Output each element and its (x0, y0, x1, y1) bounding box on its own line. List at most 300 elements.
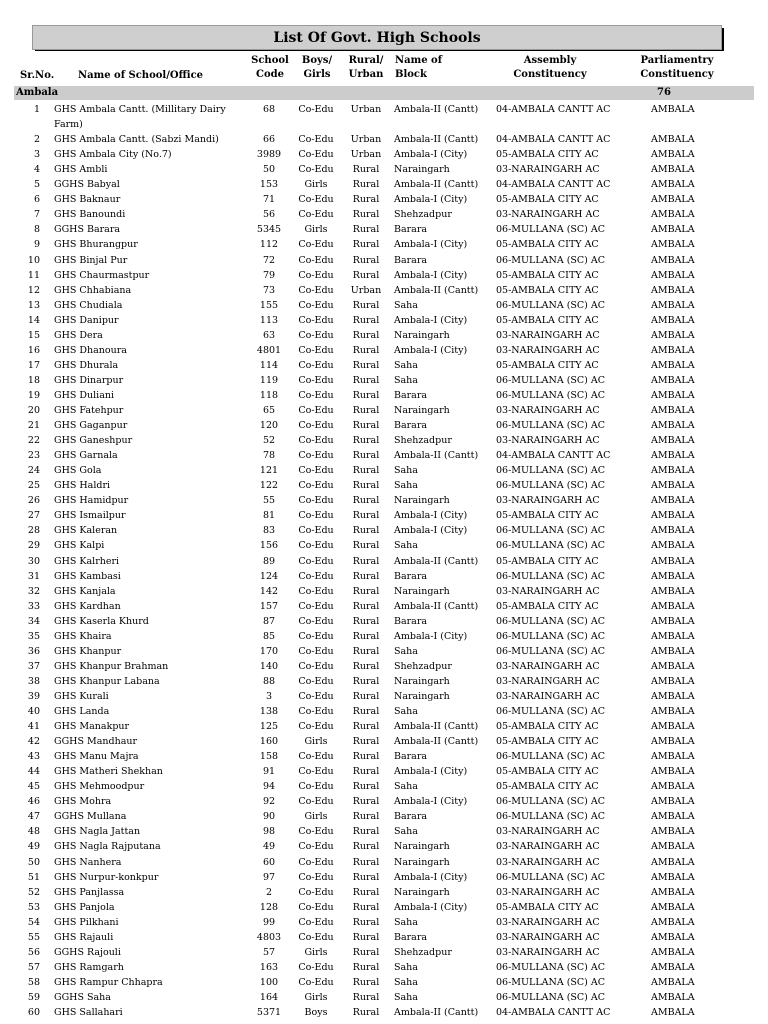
school-name-cell: GHS Kaserla Khurd (54, 615, 149, 627)
boys-girls-cell: Co-Edu (298, 781, 334, 793)
parliament-cell: AMBALA (651, 675, 695, 687)
assembly-cell: 05-AMBALA CITY AC (496, 149, 599, 161)
block-cell: Shehzadpur (394, 435, 452, 447)
boys-girls-cell: Co-Edu (298, 615, 334, 627)
school-name-cell: GHS Nurpur-konkpur (54, 871, 159, 883)
table-row (0, 719, 768, 734)
rural-urban-cell: Rural (352, 450, 380, 462)
sr-no-cell: 42 (27, 736, 40, 748)
school-code-cell: 97 (262, 871, 276, 883)
block-cell: Naraingarh (394, 856, 450, 868)
rural-urban-cell: Rural (352, 239, 380, 251)
parliament-cell: AMBALA (651, 525, 695, 537)
boys-girls-cell: Girls (304, 736, 328, 748)
table-row (0, 448, 768, 463)
boys-girls-cell: Co-Edu (298, 540, 334, 552)
assembly-cell: 06-MULLANA (SC) AC (496, 570, 606, 582)
sr-no-cell: 58 (27, 976, 40, 988)
block-cell: Barara (394, 224, 428, 236)
boys-girls-cell: Co-Edu (298, 209, 334, 221)
school-name-cell: GHS Manu Majra (54, 751, 139, 763)
school-name-cell: GHS Khanpur Labana (54, 675, 160, 687)
school-code-cell: 78 (262, 450, 276, 462)
block-cell: Ambala-II (Cantt) (394, 721, 479, 733)
school-code-cell: 153 (259, 179, 279, 191)
rural-urban-cell: Rural (352, 585, 380, 597)
parliament-cell: AMBALA (651, 901, 695, 913)
school-code-cell: 98 (262, 826, 276, 838)
sr-no-cell: 41 (27, 721, 40, 733)
block-cell: Naraingarh (394, 405, 450, 416)
boys-girls-cell: Co-Edu (298, 374, 334, 386)
boys-girls-cell: Co-Edu (298, 871, 334, 883)
school-code-cell: 160 (259, 736, 279, 748)
assembly-cell: 03-NARAINGARH AC (496, 495, 600, 507)
boys-girls-cell: Co-Edu (298, 856, 334, 868)
school-code-cell: 112 (259, 239, 279, 251)
sr-no-cell: 44 (27, 766, 40, 778)
block-cell: Saha (394, 465, 418, 477)
rural-urban-cell: Rural (352, 209, 380, 221)
table-row (0, 855, 768, 870)
rural-urban-cell: Rural (352, 480, 380, 492)
boys-girls-cell: Co-Edu (298, 585, 334, 597)
rural-urban-cell: Rural (352, 856, 380, 868)
table-row (0, 915, 768, 930)
rural-urban-cell: Rural (352, 751, 380, 763)
sr-no-cell: 37 (27, 660, 40, 672)
school-name-cell: GHS Danipur (54, 314, 119, 326)
school-name-cell: GHS Sallahari (54, 1007, 123, 1018)
sr-no-cell: 33 (27, 600, 40, 612)
school-code-cell: 50 (262, 164, 276, 176)
block-cell: Ambala-II (Cantt) (394, 1007, 479, 1018)
school-name-cell: GHS Pilkhani (54, 916, 119, 928)
school-code-cell: 73 (262, 284, 276, 296)
school-code-cell: 52 (262, 435, 276, 447)
sr-no-cell: 45 (27, 781, 40, 793)
parliament-cell: AMBALA (651, 555, 695, 567)
school-name-cell: GHS Dera (54, 329, 103, 341)
assembly-cell: 06-MULLANA (SC) AC (496, 389, 606, 401)
school-code-cell: 113 (259, 314, 279, 326)
table-row (0, 253, 768, 268)
assembly-cell: 06-MULLANA (SC) AC (496, 976, 606, 988)
block-cell: Naraingarh (394, 690, 450, 702)
rural-urban-cell: Rural (352, 976, 380, 988)
block-cell: Shehzadpur (394, 209, 452, 221)
school-code-cell: 99 (262, 916, 276, 928)
table-row (0, 1005, 768, 1020)
parliament-cell: AMBALA (651, 751, 695, 763)
sr-no-cell: 40 (27, 706, 40, 717)
table-row (0, 614, 768, 629)
boys-girls-cell: Co-Edu (298, 570, 334, 582)
school-name-cell: GGHS Saha (54, 991, 111, 1003)
block-cell: Ambala-I (City) (394, 766, 468, 778)
sr-no-cell: 60 (27, 1007, 40, 1018)
block-cell: Saha (394, 299, 418, 311)
school-name-cell: GHS Ambala Cantt. (Sabzi Mandi) (54, 134, 219, 146)
parliament-cell: AMBALA (651, 856, 695, 868)
school-code-cell: 120 (259, 420, 279, 432)
sr-no-cell: 59 (27, 991, 40, 1003)
school-name-cell: GHS Dhanoura (54, 344, 127, 356)
block-cell: Naraingarh (394, 675, 450, 687)
table-row (0, 177, 768, 192)
header-rural-urban-line2: Urban (348, 69, 384, 80)
block-cell: Saha (394, 961, 418, 973)
boys-girls-cell: Co-Edu (298, 841, 334, 853)
school-name-cell: GHS Kaleran (54, 525, 118, 537)
rural-urban-cell: Rural (352, 495, 380, 507)
assembly-cell: 06-MULLANA (SC) AC (496, 811, 606, 823)
table-row (0, 102, 768, 117)
school-code-cell: 81 (262, 510, 276, 522)
sr-no-cell: 27 (27, 510, 40, 522)
boys-girls-cell: Co-Edu (298, 194, 334, 206)
table-row (0, 945, 768, 960)
block-cell: Ambala-II (Cantt) (394, 134, 479, 146)
block-cell: Ambala-I (City) (394, 239, 468, 251)
assembly-cell: 06-MULLANA (SC) AC (496, 480, 606, 492)
rural-urban-cell: Urban (350, 104, 382, 115)
boys-girls-cell: Co-Edu (298, 886, 334, 898)
boys-girls-cell: Co-Edu (298, 495, 334, 507)
parliament-cell: AMBALA (651, 991, 695, 1003)
assembly-cell: 03-NARAINGARH AC (496, 946, 600, 958)
assembly-cell: 05-AMBALA CITY AC (496, 736, 599, 748)
rural-urban-cell: Rural (352, 916, 380, 928)
block-cell: Ambala-I (City) (394, 871, 468, 883)
school-name-cell: GHS Rampur Chhapra (54, 976, 163, 988)
sr-no-cell: 25 (27, 480, 40, 492)
school-name-cell: GHS Ramgarh (54, 961, 124, 973)
header-rural-urban (344, 54, 388, 82)
boys-girls-cell: Co-Edu (298, 104, 334, 115)
block-cell: Saha (394, 645, 418, 657)
parliament-cell: AMBALA (651, 1007, 695, 1018)
header-parliament (636, 54, 718, 82)
sr-no-cell: 12 (27, 284, 40, 296)
table-row (0, 749, 768, 764)
boys-girls-cell: Co-Edu (298, 239, 334, 251)
parliament-cell: AMBALA (651, 766, 695, 778)
rural-urban-cell: Rural (352, 991, 380, 1003)
parliament-cell: AMBALA (651, 826, 695, 838)
sr-no-cell: 55 (27, 931, 40, 943)
header-school-code-line1: School (251, 55, 289, 66)
rural-urban-cell: Rural (352, 736, 380, 748)
parliament-cell: AMBALA (651, 721, 695, 733)
school-code-cell: 155 (259, 299, 279, 311)
parliament-cell: AMBALA (651, 194, 695, 206)
header-school-name: Name of School/Office (78, 70, 204, 81)
parliament-cell: AMBALA (651, 796, 695, 808)
school-code-cell: 125 (259, 721, 279, 733)
table-row (0, 779, 768, 794)
sr-no-cell: 48 (27, 826, 40, 838)
assembly-cell: 03-NARAINGARH AC (496, 675, 600, 687)
parliament-cell: AMBALA (651, 630, 695, 642)
school-code-cell: 3 (265, 690, 273, 702)
rural-urban-cell: Rural (352, 706, 380, 717)
sr-no-cell: 38 (27, 675, 40, 687)
block-cell: Naraingarh (394, 585, 450, 597)
table-row (0, 809, 768, 824)
block-cell: Ambala-I (City) (394, 314, 468, 326)
rural-urban-cell: Rural (352, 555, 380, 567)
block-cell: Barara (394, 811, 428, 823)
rural-urban-cell: Urban (350, 284, 382, 296)
assembly-cell: 03-NARAINGARH AC (496, 435, 600, 447)
school-name-cell: GHS Khanpur (54, 645, 122, 657)
parliament-cell: AMBALA (651, 811, 695, 823)
rural-urban-cell: Rural (352, 630, 380, 642)
school-code-cell: 100 (259, 976, 279, 988)
assembly-cell: 04-AMBALA CANTT AC (496, 179, 611, 191)
sr-no-cell: 1 (33, 104, 40, 115)
school-name-cell: Farm) (54, 119, 83, 131)
rural-urban-cell: Rural (352, 946, 380, 958)
table-row (0, 674, 768, 689)
parliament-cell: AMBALA (651, 600, 695, 612)
rural-urban-cell: Rural (352, 645, 380, 657)
boys-girls-cell: Co-Edu (298, 164, 334, 176)
boys-girls-cell: Co-Edu (298, 751, 334, 763)
rural-urban-cell: Rural (352, 871, 380, 883)
parliament-cell: AMBALA (651, 284, 695, 296)
school-name-cell: GHS Panjola (54, 901, 115, 913)
sr-no-cell: 22 (27, 435, 40, 447)
school-code-cell: 124 (259, 570, 279, 582)
table-row (0, 268, 768, 283)
rural-urban-cell: Rural (352, 540, 380, 552)
school-name-cell: GHS Kardhan (54, 600, 121, 612)
sr-no-cell: 52 (27, 886, 40, 898)
boys-girls-cell: Co-Edu (298, 254, 334, 266)
assembly-cell: 03-NARAINGARH AC (496, 660, 600, 672)
boys-girls-cell: Co-Edu (298, 931, 334, 943)
boys-girls-cell: Co-Edu (298, 796, 334, 808)
parliament-cell: AMBALA (651, 480, 695, 492)
table-row (0, 313, 768, 328)
block-cell: Shehzadpur (394, 946, 452, 958)
table-row (0, 358, 768, 373)
boys-girls-cell: Boys (304, 1007, 328, 1018)
assembly-cell: 06-MULLANA (SC) AC (496, 525, 606, 537)
school-code-cell: 89 (262, 555, 276, 567)
table-row (0, 584, 768, 599)
rural-urban-cell: Rural (352, 164, 380, 176)
block-cell: Ambala-I (City) (394, 149, 468, 161)
sr-no-cell: 35 (27, 630, 40, 642)
block-cell: Saha (394, 991, 418, 1003)
table-row (0, 523, 768, 538)
rural-urban-cell: Rural (352, 420, 380, 432)
block-cell: Shehzadpur (394, 660, 452, 672)
parliament-cell: AMBALA (651, 931, 695, 943)
parliament-cell: AMBALA (651, 450, 695, 462)
rural-urban-cell: Rural (352, 435, 380, 447)
table-row (0, 147, 768, 162)
rural-urban-cell: Rural (352, 344, 380, 356)
header-assembly-line2: Constituency (513, 69, 587, 80)
parliament-cell: AMBALA (651, 976, 695, 988)
school-name-cell: GGHS Barara (54, 224, 121, 236)
rural-urban-cell: Rural (352, 675, 380, 687)
header-rural-urban-line1: Rural/ (348, 55, 384, 66)
assembly-cell: 05-AMBALA CITY AC (496, 314, 599, 326)
school-code-cell: 85 (262, 630, 276, 642)
boys-girls-cell: Co-Edu (298, 359, 334, 371)
header-assembly-line1: Assembly (523, 55, 577, 66)
parliament-cell: AMBALA (651, 269, 695, 281)
rural-urban-cell: Rural (352, 314, 380, 326)
school-code-cell: 49 (262, 841, 276, 853)
sr-no-cell: 49 (27, 841, 40, 853)
table-row (0, 117, 768, 132)
header-parliament-line1: Parliamentry (640, 55, 714, 66)
school-code-cell: 118 (259, 389, 279, 401)
boys-girls-cell: Co-Edu (298, 480, 334, 492)
boys-girls-cell: Co-Edu (298, 344, 334, 356)
assembly-cell: 06-MULLANA (SC) AC (496, 224, 606, 236)
school-code-cell: 55 (262, 495, 276, 507)
block-cell: Ambala-I (City) (394, 630, 468, 642)
table-row (0, 659, 768, 674)
rural-urban-cell: Rural (352, 766, 380, 778)
school-code-cell: 65 (262, 405, 276, 416)
table-row (0, 870, 768, 885)
block-cell: Ambala-I (City) (394, 194, 468, 206)
parliament-cell: AMBALA (651, 239, 695, 251)
sr-no-cell: 5 (33, 179, 40, 191)
assembly-cell: 06-MULLANA (SC) AC (496, 991, 606, 1003)
school-name-cell: GGHS Mullana (54, 811, 127, 823)
assembly-cell: 06-MULLANA (SC) AC (496, 254, 606, 266)
table-row (0, 283, 768, 298)
table-row (0, 207, 768, 222)
boys-girls-cell: Co-Edu (298, 766, 334, 778)
boys-girls-cell: Co-Edu (298, 299, 334, 311)
header-assembly (500, 54, 600, 82)
rural-urban-cell: Rural (352, 570, 380, 582)
boys-girls-cell: Girls (304, 946, 328, 958)
table-row (0, 343, 768, 358)
school-name-cell: GHS Chhabiana (54, 284, 132, 296)
school-name-cell: GHS Fatehpur (54, 405, 124, 416)
parliament-cell: AMBALA (651, 209, 695, 221)
sr-no-cell: 50 (27, 856, 40, 868)
boys-girls-cell: Girls (304, 811, 328, 823)
boys-girls-cell: Co-Edu (298, 916, 334, 928)
rural-urban-cell: Rural (352, 254, 380, 266)
assembly-cell: 06-MULLANA (SC) AC (496, 645, 606, 657)
boys-girls-cell: Co-Edu (298, 690, 334, 702)
table-row (0, 162, 768, 177)
school-name-cell: GHS Dinarpur (54, 374, 124, 386)
school-name-cell: GHS Duliani (54, 389, 115, 401)
boys-girls-cell: Co-Edu (298, 149, 334, 161)
title-block (32, 25, 724, 51)
school-code-cell: 140 (259, 660, 279, 672)
boys-girls-cell: Co-Edu (298, 600, 334, 612)
assembly-cell: 06-MULLANA (SC) AC (496, 871, 606, 883)
school-name-cell: GHS Ganeshpur (54, 435, 133, 447)
district-name: Ambala (16, 87, 59, 98)
school-name-cell: GHS Nagla Rajputana (54, 841, 161, 853)
school-name-cell: GHS Kalpi (54, 540, 105, 552)
assembly-cell: 03-NARAINGARH AC (496, 344, 600, 356)
boys-girls-cell: Co-Edu (298, 645, 334, 657)
school-name-cell: GHS Ambli (54, 164, 108, 176)
school-name-cell: GHS Baknaur (54, 194, 121, 206)
rural-urban-cell: Rural (352, 405, 380, 416)
block-cell: Saha (394, 480, 418, 492)
block-cell: Saha (394, 976, 418, 988)
school-name-cell: GHS Ambala City (No.7) (54, 149, 172, 161)
school-name-cell: GHS Khanpur Brahman (54, 660, 169, 672)
table-row (0, 508, 768, 523)
block-cell: Ambala-I (City) (394, 269, 468, 281)
assembly-cell: 03-NARAINGARH AC (496, 916, 600, 928)
table-row (0, 538, 768, 553)
table-row (0, 975, 768, 990)
school-name-cell: GGHS Babyal (54, 179, 120, 191)
boys-girls-cell: Co-Edu (298, 405, 334, 416)
block-cell: Naraingarh (394, 329, 450, 341)
school-name-cell: GGHS Rajouli (54, 946, 121, 958)
table-row (0, 418, 768, 433)
rural-urban-cell: Rural (352, 359, 380, 371)
block-cell: Saha (394, 916, 418, 928)
school-code-cell: 158 (259, 751, 279, 763)
header-boys-girls-line1: Boys/ (301, 55, 333, 66)
block-cell: Ambala-I (City) (394, 796, 468, 808)
table-row (0, 463, 768, 478)
block-cell: Ambala-I (City) (394, 344, 468, 356)
school-code-cell: 138 (259, 706, 279, 717)
school-code-cell: 156 (259, 540, 279, 552)
block-cell: Ambala-II (Cantt) (394, 555, 479, 567)
header-boys-girls-line2: Girls (303, 69, 331, 80)
boys-girls-cell: Co-Edu (298, 675, 334, 687)
school-name-cell: GHS Panjlassa (54, 886, 125, 898)
parliament-cell: AMBALA (651, 329, 695, 341)
school-name-cell: GHS Kambasi (54, 570, 121, 582)
parliament-cell: AMBALA (651, 420, 695, 432)
boys-girls-cell: Co-Edu (298, 630, 334, 642)
sr-no-cell: 53 (27, 901, 40, 913)
sr-no-cell: 18 (27, 374, 40, 386)
school-name-cell: GHS Mehmoodpur (54, 781, 145, 793)
header-block (395, 54, 442, 82)
parliament-cell: AMBALA (651, 540, 695, 552)
table-row (0, 493, 768, 508)
assembly-cell: 03-NARAINGARH AC (496, 164, 600, 176)
school-code-cell: 2 (265, 886, 273, 898)
table-row (0, 644, 768, 659)
sr-no-cell: 20 (27, 405, 40, 416)
school-name-cell: GHS Kanjala (54, 585, 116, 597)
school-name-cell: GHS Kalrheri (54, 555, 120, 567)
block-cell: Saha (394, 374, 418, 386)
parliament-cell: AMBALA (651, 781, 695, 793)
rural-urban-cell: Rural (352, 961, 380, 973)
block-cell: Ambala-I (City) (394, 525, 468, 537)
boys-girls-cell: Co-Edu (298, 314, 334, 326)
